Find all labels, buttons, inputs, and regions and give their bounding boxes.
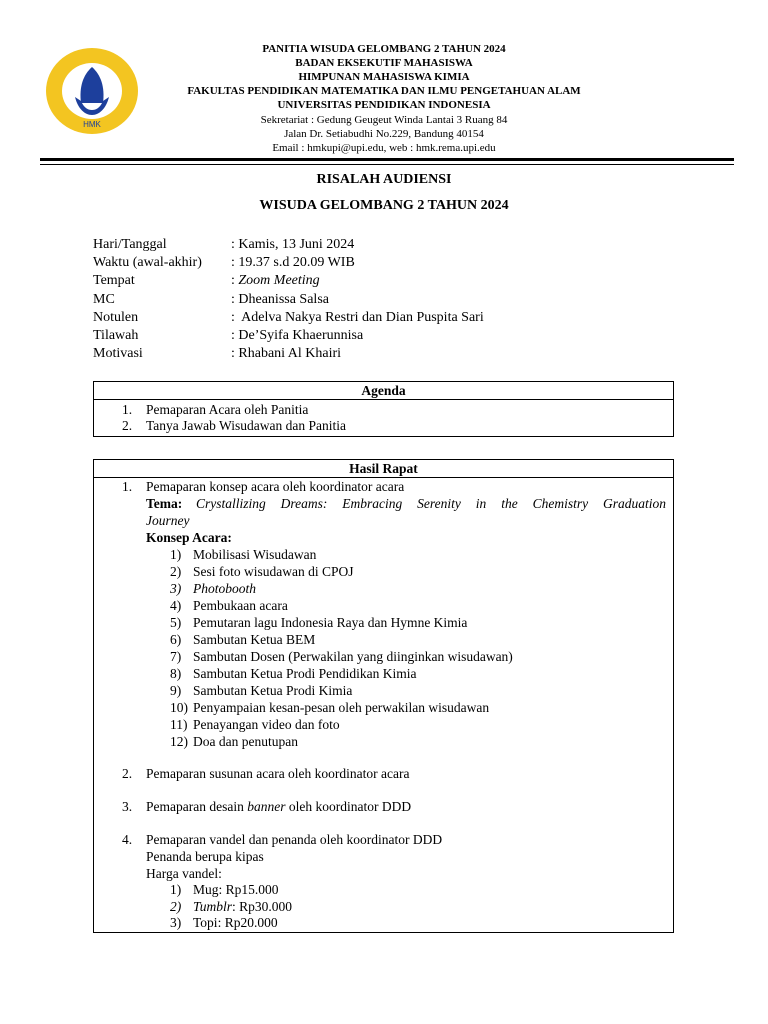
- hasil-item-number: 3.: [122, 799, 133, 814]
- konsep-number: 11): [170, 717, 188, 732]
- info-value: : Rhabani Al Khairi: [231, 346, 342, 362]
- konsep-number: 6): [170, 632, 182, 647]
- header-rule-thin: [40, 164, 734, 165]
- harga-item-price: : Rp20.000: [217, 915, 278, 930]
- info-value: : Dheanissa Salsa: [231, 291, 329, 307]
- tema-text-line1: Crystallizing Dreams: Embracing Serenity in the Chemistry Graduation: [196, 496, 666, 511]
- harga-number: 1): [170, 882, 182, 897]
- harga-item-name: Topi: [193, 915, 218, 930]
- hasil-item-text: Pemaparan susunan acara oleh koordinator acara: [146, 766, 410, 781]
- info-value: : 19.37 s.d 20.09 WIB: [231, 255, 355, 271]
- document-title: RISALAH AUDIENSI: [316, 172, 452, 187]
- hasil-item-text: Pemaparan vandel dan penanda oleh koordinator DDD: [146, 832, 443, 847]
- header-rule-thick: [40, 158, 734, 161]
- hasil-rapat-table: [93, 459, 674, 933]
- info-label: Notulen: [93, 309, 139, 325]
- header-faculty: FAKULTAS PENDIDIKAN MATEMATIKA DAN ILMU PENGETAHUAN ALAM: [187, 85, 581, 97]
- item3-text-before: Pemaparan desain: [146, 799, 248, 814]
- info-label: Hari/Tanggal: [93, 237, 167, 252]
- hasil-item-number: 2.: [122, 766, 133, 781]
- konsep-number: 10): [170, 700, 188, 715]
- hasil-item-text: Pemaparan konsep acara oleh koordinator acara: [146, 479, 405, 494]
- hasil-item-text: [146, 799, 411, 815]
- agenda-item-number: 1.: [122, 402, 133, 417]
- konsep-item: Penayangan video dan foto: [193, 717, 340, 732]
- konsep-number: 5): [170, 615, 182, 630]
- konsep-item: Sambutan Ketua Prodi Pendidikan Kimia: [193, 666, 417, 681]
- info-value: : De’Syifa Khaerunnisa: [231, 327, 364, 343]
- konsep-item: Sambutan Dosen (Perwakilan yang diinginkan wisudawan): [193, 649, 513, 664]
- harga-item: [193, 915, 278, 931]
- harga-number: 3): [170, 915, 182, 930]
- header-contact: Email : hmkupi@upi.edu, web : hmk.rema.upi.edu: [272, 142, 496, 154]
- konsep-item: Sambutan Ketua BEM: [193, 632, 316, 647]
- konsep-item: Photobooth: [193, 581, 256, 596]
- header-address: Jalan Dr. Setiabudhi No.229, Bandung 40154: [284, 128, 484, 140]
- info-label: Waktu (awal-akhir): [93, 255, 202, 271]
- header-university: UNIVERSITAS PENDIDIKAN INDONESIA: [277, 99, 491, 111]
- document-subtitle: WISUDA GELOMBANG 2 TAHUN 2024: [259, 198, 509, 213]
- harga-item: [193, 899, 292, 915]
- konsep-item: Pembukaan acara: [193, 598, 288, 613]
- agenda-table: [93, 381, 674, 437]
- tema-label: Tema:: [146, 496, 183, 511]
- harga-item-name: Mug: [193, 882, 219, 897]
- item3-text-italic: banner: [247, 799, 286, 814]
- konsep-item: Sesi foto wisudawan di CPOJ: [193, 564, 354, 579]
- info-label: Tilawah: [93, 327, 139, 343]
- header-himpunan: HIMPUNAN MAHASISWA KIMIA: [298, 71, 470, 83]
- header-bem: BADAN EKSEKUTIF MAHASISWA: [295, 57, 473, 69]
- konsep-number: 8): [170, 666, 182, 681]
- harga-item: [193, 882, 279, 898]
- konsep-item: Sambutan Ketua Prodi Kimia: [193, 683, 353, 698]
- info-label: Tempat: [93, 273, 135, 289]
- konsep-item: Doa dan penutupan: [193, 734, 298, 749]
- info-value: : Kamis, 13 Juni 2024: [231, 237, 355, 252]
- harga-item-price: : Rp15.000: [218, 882, 279, 897]
- konsep-number: 2): [170, 564, 182, 579]
- info-value: [231, 272, 320, 290]
- info-place-value: Zoom Meeting: [238, 273, 320, 289]
- konsep-number: 4): [170, 598, 182, 613]
- logo-hmk-text: HMK: [83, 120, 101, 129]
- header-secretariat: Sekretariat : Gedung Geugeut Winda Lantai 3 Ruang 84: [260, 114, 508, 126]
- konsep-number: 7): [170, 649, 182, 664]
- konsep-number: 3): [170, 581, 182, 596]
- hasil-item-number: 4.: [122, 832, 133, 847]
- konsep-item: Mobilisasi Wisudawan: [193, 547, 317, 562]
- konsep-item: Pemutaran lagu Indonesia Raya dan Hymne Kimia: [193, 615, 468, 630]
- konsep-number: 1): [170, 547, 182, 562]
- info-colon: :: [231, 273, 239, 289]
- info-label: MC: [93, 291, 115, 307]
- hasil-item-number: 1.: [122, 479, 133, 494]
- info-label: Motivasi: [93, 346, 143, 362]
- agenda-heading: Agenda: [94, 382, 673, 400]
- item3-text-after: oleh koordinator DDD: [285, 799, 412, 814]
- konsep-label: Konsep Acara:: [146, 530, 232, 545]
- info-value: : Adelva Nakya Restri dan Dian Puspita Sari: [231, 309, 484, 325]
- harga-item-price: : Rp30.000: [232, 899, 293, 914]
- tema-text-line2: Journey: [146, 513, 190, 528]
- harga-item-name: Tumblr: [193, 899, 233, 914]
- header-committee: PANITIA WISUDA GELOMBANG 2 TAHUN 2024: [262, 43, 506, 55]
- harga-number: 2): [170, 899, 182, 914]
- harga-label: Harga vandel:: [146, 866, 222, 881]
- penanda-text: Penanda berupa kipas: [146, 849, 264, 864]
- agenda-item-text: Pemaparan Acara oleh Panitia: [146, 402, 309, 417]
- agenda-item-text: Tanya Jawab Wisudawan dan Panitia: [146, 418, 346, 433]
- agenda-item-number: 2.: [122, 418, 133, 433]
- konsep-number: 9): [170, 683, 182, 698]
- hasil-rapat-heading: Hasil Rapat: [94, 460, 673, 478]
- konsep-item: Penyampaian kesan-pesan oleh perwakilan wisudawan: [193, 700, 490, 715]
- konsep-number: 12): [170, 734, 188, 749]
